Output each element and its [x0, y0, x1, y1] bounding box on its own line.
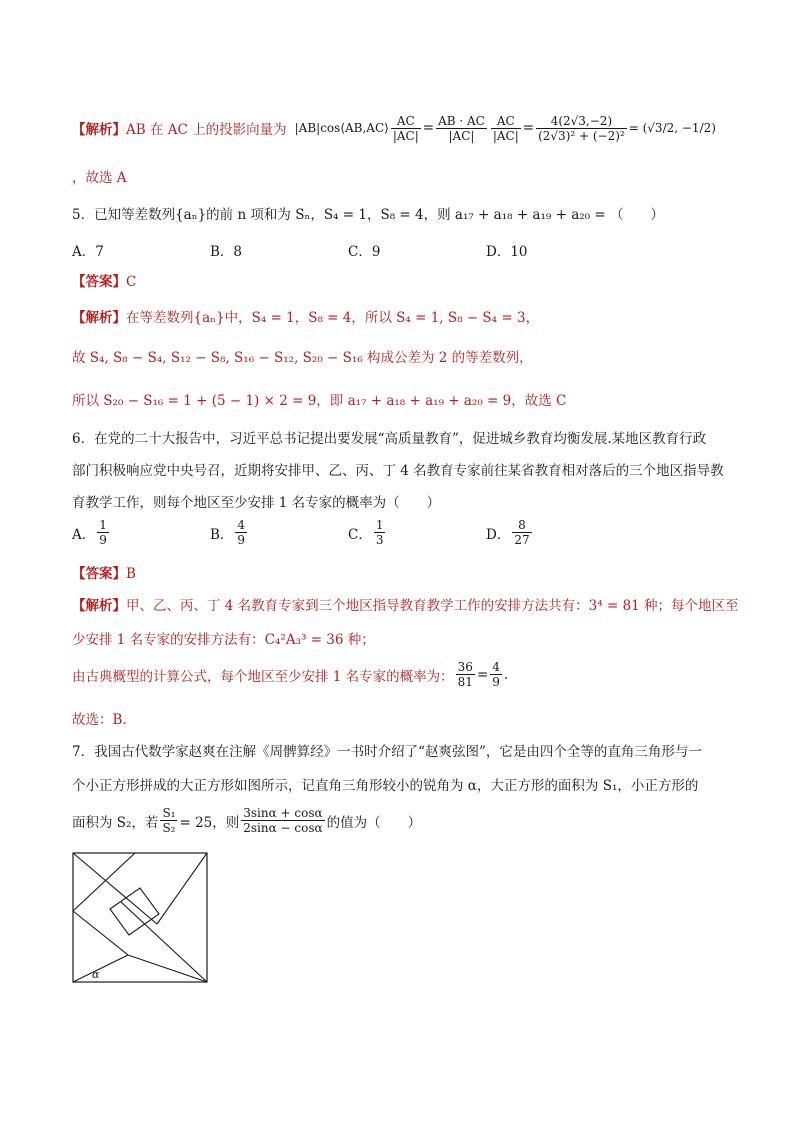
q5-option-a: A．7: [72, 244, 104, 260]
triangle-edge: [128, 955, 207, 982]
q6-analysis-3: [72, 660, 508, 689]
stem-text: = 25，则: [179, 814, 240, 831]
q4-analysis-text: AB 在 AC 上的投影向量为: [126, 122, 287, 138]
triangle-edge: [73, 853, 157, 924]
option-fraction: $\frac{1}{3}$: [375, 518, 384, 547]
stem-text: 面积为 S₂，若: [72, 814, 159, 831]
option-fraction: $\frac{1}{9}$: [99, 518, 107, 547]
probability-fraction-simplified: $\frac{4}{9}$: [492, 660, 500, 689]
option-label: A．: [72, 526, 96, 543]
stem-text: 的值为（ ）: [326, 814, 422, 831]
analysis-text: 甲、乙、丙、丁 4 名教育专家到三个地区指导教育教学工作的安排方法共有：3⁴ = 81 种；每个地区至: [126, 598, 739, 614]
q6-analysis-1: [72, 594, 739, 614]
triangle-edge: [73, 853, 135, 911]
q5-option-b: B．8: [210, 244, 243, 260]
triangle-edge: [157, 853, 207, 924]
q6-option-c: [348, 518, 387, 547]
angle-alpha-label: α: [92, 968, 100, 981]
q5-analysis-3: 所以 S₂₀ − S₁₆ = 1 + (5 − 1) × 2 = 9，即 a₁₇ + a₁₈ + a₁₉ + a₂₀ = 9，故选 C: [72, 393, 567, 409]
triangle-edge: [73, 911, 128, 955]
q6-answer: [72, 562, 136, 582]
q4-conclusion: ，故选 A: [72, 170, 127, 186]
analysis-text: 在等差数列{aₙ}中，S₄ = 1，S₈ = 4，所以 S₄ = 1, S₈ − S₄ = 3，: [126, 310, 540, 326]
triangle-edge: [73, 955, 128, 982]
q5-stem: 5．已知等差数列{aₙ}的前 n 项和为 Sₙ，S₄ = 1，S₈ = 4，则 a₁₇ + a₁₈ + a₁₉ + a₂₀ = （ ）: [72, 207, 664, 223]
q7-stem-3: [72, 806, 421, 835]
zhao-shuang-diagram: [72, 852, 208, 984]
small-square: [110, 888, 159, 935]
area-ratio-fraction: $\frac{\text{S₁}}{\text{S₂}}$: [162, 806, 176, 835]
answer-label: 【答案】: [72, 274, 126, 290]
equals-sign: =: [476, 666, 489, 683]
option-label: C．: [348, 526, 372, 543]
equals-sign: =: [522, 120, 535, 136]
option-fraction: $\frac{8}{27}$: [514, 518, 530, 547]
q4-frac-4: $\frac{4(2√3,-2)}{\text{(2√3)² + (−2)²}}$: [538, 113, 625, 143]
q4-frac-3: $\frac{AC}{|AC|}$: [492, 113, 519, 143]
q5-option-c: C．9: [348, 244, 381, 260]
q5-option-d: D．10: [486, 244, 528, 260]
q4-formula-p1: |AB|cos⟨AB,AC⟩: [294, 121, 389, 135]
q4-result: = (√3/2, −1/2): [628, 121, 716, 135]
q4-analysis-line: [72, 104, 716, 152]
answer-value: C: [126, 274, 137, 290]
q6-stem-2: 部门积极响应党中央号召，近期将安排甲、乙、丙、丁 4 名教育专家前往某省教育相对落后的三个地区指导教: [72, 463, 724, 479]
q7-stem-2: 个小正方形拼成的大正方形如图所示，记直角三角形较小的锐角为 α，大正方形的面积为 S₁，小正方形的: [72, 778, 699, 794]
period: .: [503, 666, 509, 683]
q6-analysis-2: 少安排 1 名专家的安排方法有：C₄²A₃³ = 36 种；: [72, 632, 375, 648]
q4-frac-1: $\frac{AC}{|AC|}$: [392, 113, 419, 143]
q6-option-d: [486, 518, 534, 547]
answer-value: B: [126, 566, 136, 582]
option-label: B．: [210, 526, 234, 543]
q4-frac-2: $\frac{AB \cdot AC}{|AC|}$: [438, 113, 485, 143]
q6-stem-1: 6．在党的二十大报告中，习近平总书记提出要发展“高质量教育”，促进城乡教育均衡发展.某地区教育行政: [72, 431, 707, 447]
analysis-label: 【解析】: [72, 598, 126, 614]
analysis-label: 【解析】: [72, 310, 126, 326]
q5-analysis-1: [72, 306, 539, 326]
analysis-label: 【解析】: [72, 122, 126, 138]
q5-answer: [72, 270, 136, 290]
q6-option-a: [72, 518, 111, 547]
option-label: D．: [486, 526, 511, 543]
q5-analysis-2: 故 S₄, S₈ − S₄, S₁₂ − S₈, S₁₆ − S₁₂, S₂₀ − S₁₆ 构成公差为 2 的等差数列，: [72, 350, 533, 366]
answer-label: 【答案】: [72, 566, 126, 582]
q6-stem-3: 育教学工作，则每个地区至少安排 1 名专家的概率为（ ）: [72, 495, 441, 511]
analysis-text: 由古典概型的计算公式，每个地区至少安排 1 名专家的概率为：: [72, 668, 454, 685]
equals-sign: =: [422, 120, 435, 136]
q7-stem-1: 7．我国古代数学家赵爽在注解《周髀算经》一书时介绍了“赵爽弦图”，它是由四个全等的直角三角形与一: [72, 744, 702, 760]
q6-analysis-4: 故选：B.: [72, 712, 127, 728]
probability-fraction: $\frac{36}{81}$: [457, 660, 473, 689]
option-fraction: $\frac{4}{9}$: [237, 518, 246, 547]
trig-fraction: $\frac{3\sin\alpha + \cos\alpha}{2\sin\alpha - \cos\alpha}$: [243, 806, 323, 835]
q6-option-b: [210, 518, 249, 547]
